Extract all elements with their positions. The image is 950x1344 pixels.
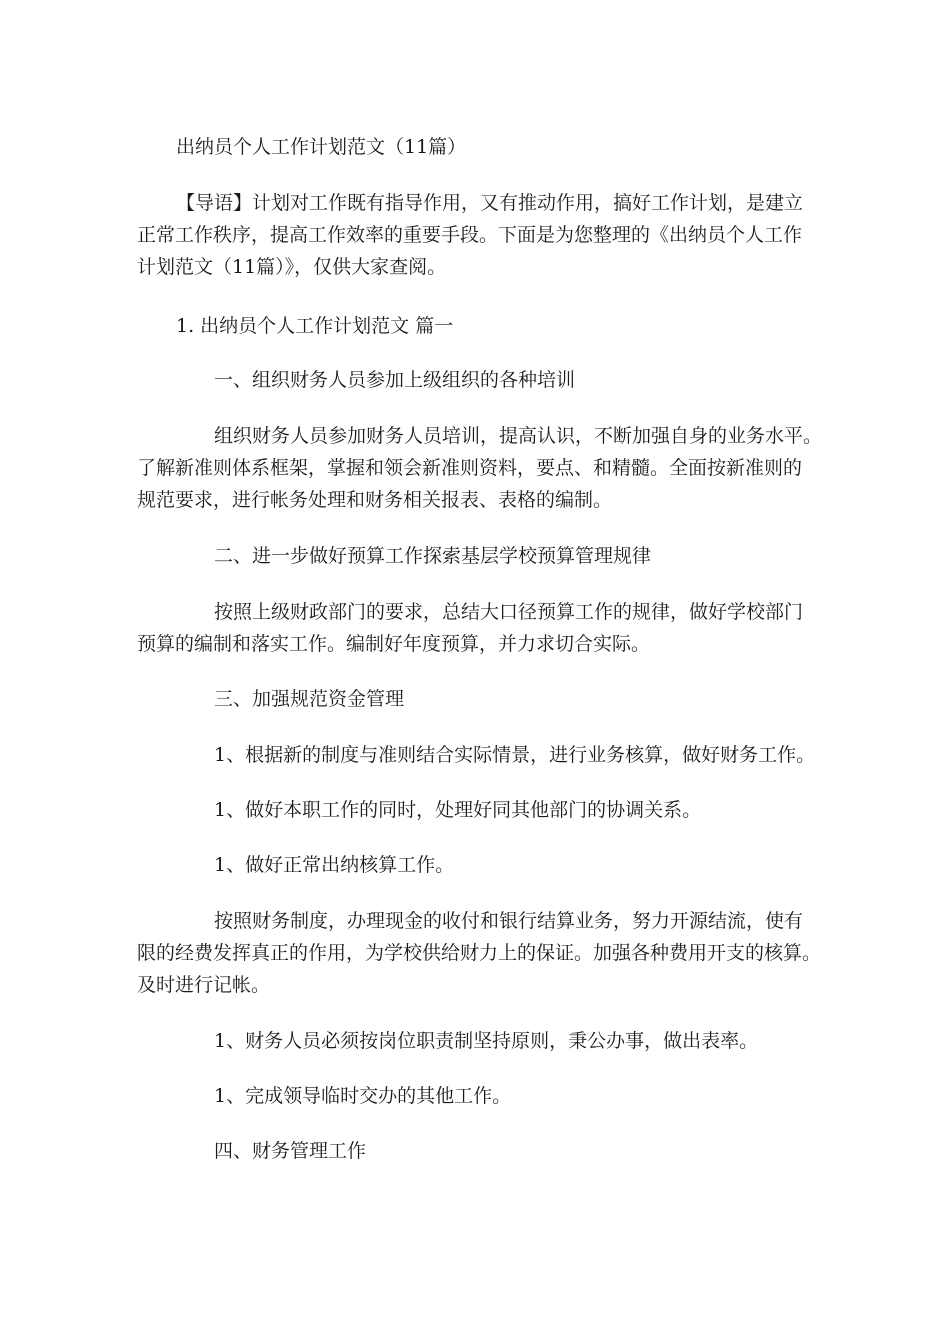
intro-line-3: 计划范文（11篇）》，仅供大家查阅。: [137, 256, 447, 278]
list-item-5: 1、完成领导临时交办的其他工作。: [214, 1085, 512, 1107]
list-item-2: 1、做好本职工作的同时，处理好同其他部门的协调关系。: [214, 799, 702, 821]
paragraph-3-line-2: 限的经费发挥真正的作用，为学校供给财力上的保证。加强各种费用开支的核算。: [137, 942, 822, 964]
document-title: 出纳员个人工作计划范文（11篇）: [176, 136, 467, 158]
section-heading-4: 四、财务管理工作: [214, 1140, 367, 1162]
section-heading-2: 二、进一步做好预算工作探索基层学校预算管理规律: [214, 545, 652, 567]
intro-line-2: 正常工作秩序，提高工作效率的重要手段。下面是为您整理的《出纳员个人工作: [137, 224, 803, 246]
paragraph-3-line-1: 按照财务制度，办理现金的收付和银行结算业务，努力开源结流，使有: [214, 910, 804, 932]
list-item-3: 1、做好正常出纳核算工作。: [214, 854, 455, 876]
paragraph-1-line-3: 规范要求，进行帐务处理和财务相关报表、表格的编制。: [137, 489, 613, 511]
section-heading-1: 一、组织财务人员参加上级组织的各种培训: [214, 369, 576, 391]
article-heading: 1. 出纳员个人工作计划范文 篇一: [176, 315, 454, 337]
section-heading-3: 三、加强规范资金管理: [214, 688, 405, 710]
intro-line-1: 【导语】计划对工作既有指导作用，又有推动作用，搞好工作计划，是建立: [176, 192, 804, 214]
paragraph-2-line-2: 预算的编制和落实工作。编制好年度预算，并力求切合实际。: [137, 633, 651, 655]
list-item-1: 1、根据新的制度与准则结合实际情景，进行业务核算，做好财务工作。: [214, 744, 816, 766]
paragraph-2-line-1: 按照上级财政部门的要求，总结大口径预算工作的规律，做好学校部门: [214, 601, 804, 623]
paragraph-1-line-1: 组织财务人员参加财务人员培训，提高认识，不断加强自身的业务水平。: [214, 425, 823, 447]
paragraph-3-line-3: 及时进行记帐。: [137, 974, 271, 996]
list-item-4: 1、财务人员必须按岗位职责制坚持原则，秉公办事，做出表率。: [214, 1030, 759, 1052]
paragraph-1-line-2: 了解新准则体系框架，掌握和领会新准则资料，要点、和精髓。全面按新准则的: [137, 457, 803, 479]
